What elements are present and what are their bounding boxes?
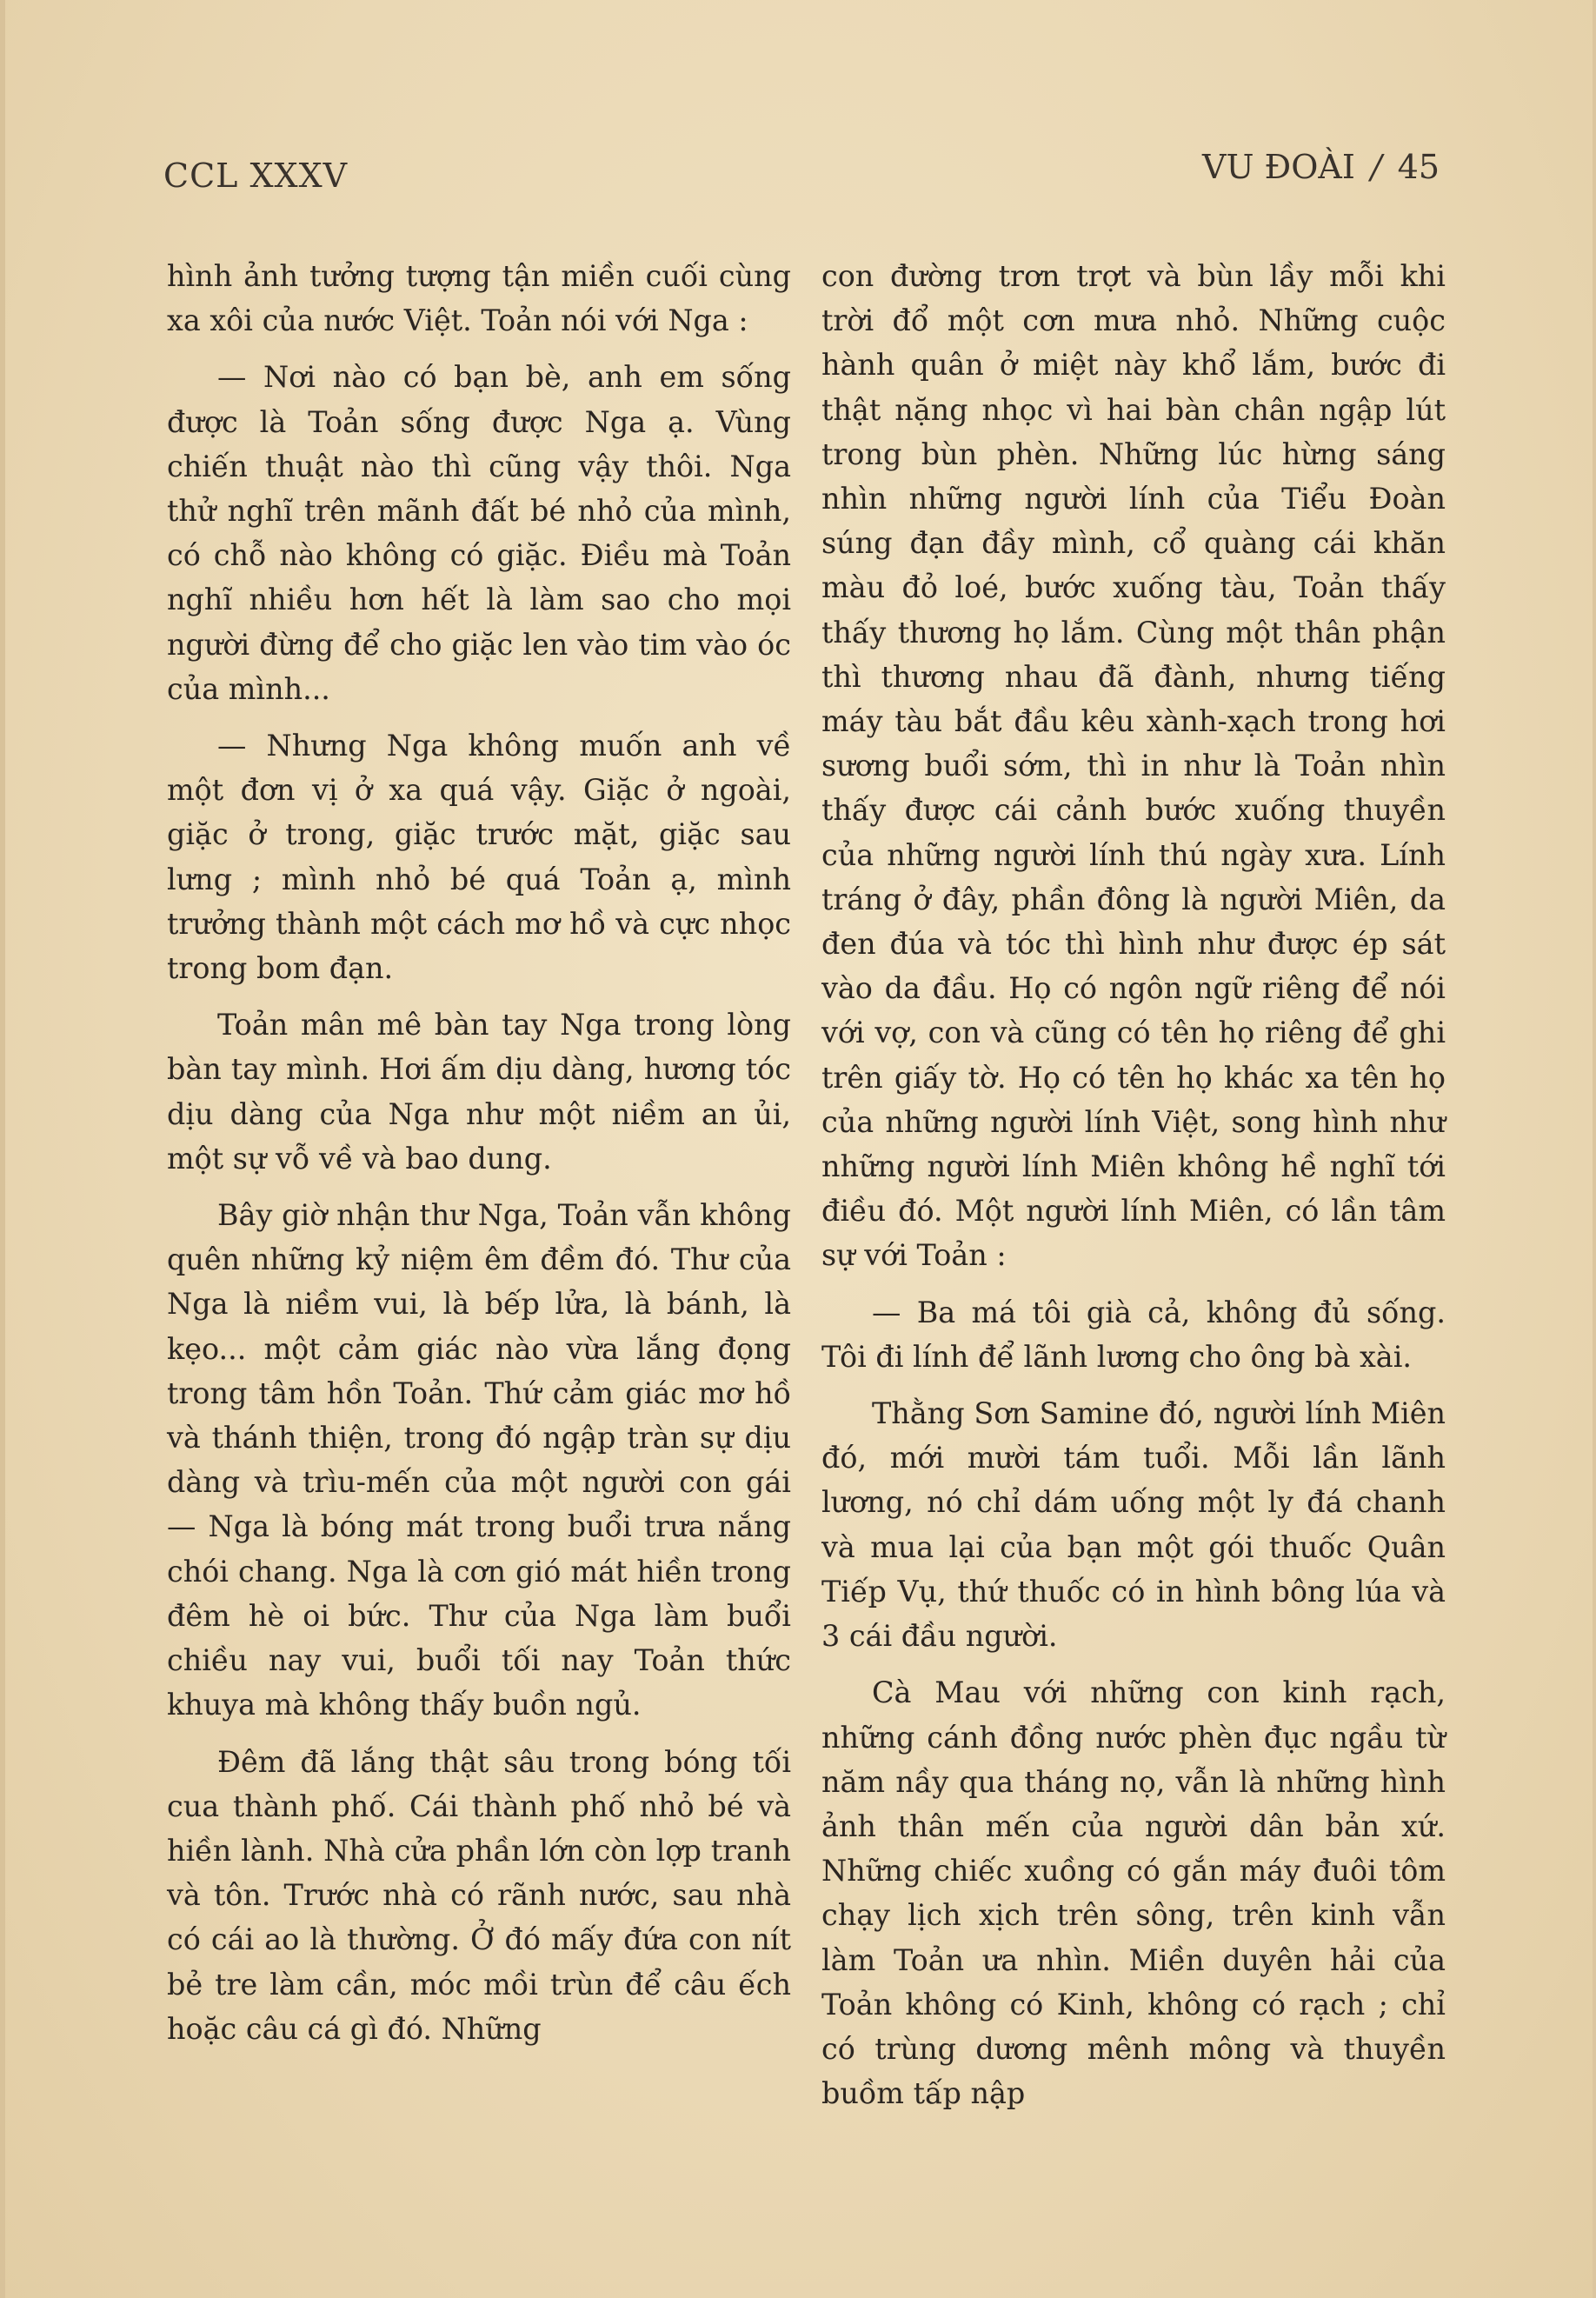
header-left: CCL XXXV — [163, 157, 349, 195]
paragraph: — Nơi nào có bạn bè, anh em sống được là Toản sống được Nga ạ. Vùng chiến thuật nào thì cũng vậy thôi. Nga thử nghĩ trên mãnh đất bé nhỏ của mình, có chỗ nào không có giặc. Điều mà Toản nghĩ nhiều hơn hết là làm sao cho mọi người đừng để cho giặc len vào tim vào óc của mình... — [167, 360, 791, 706]
page-number: 45 — [1397, 148, 1440, 186]
paragraph: — Nhưng Nga không muốn anh về một đơn vị ở xa quá vậy. Giặc ở ngoài, giặc ở trong, giặc trước mặt, giặc sau lưng ; mình nhỏ bé quá Toản ạ, mình trưởng thành một cách mơ hồ và cực nhọc trong bom đạn. — [167, 729, 791, 986]
paragraph: Toản mân mê bàn tay Nga trong lòng bàn tay mình. Hơi ấm dịu dàng, hương tóc dịu dàng của Nga như một niềm an ủi, một sự vỗ về và bao dung. — [167, 1008, 791, 1176]
paragraph: hình ảnh tưởng tượng tận miền cuối cùng xa xôi của nước Việt. Toản nói với Nga : — [167, 259, 791, 338]
paragraph: — Ba má tôi già cả, không đủ sống. Tôi đi lính để lãnh lương cho ông bà xài. — [821, 1295, 1446, 1374]
paragraph: Cà Mau với những con kinh rạch, những cánh đồng nước phèn đục ngầu từ năm nầy qua tháng nọ, vẫn là những hình ảnh thân mến của người dân bản xứ. Những chiếc xuồng có gắn máy đuôi tôm chạy lịch xịch trên sông, trên kinh vẫn làm Toản ưa nhìn. Miền duyên hải của Toản không có Kinh, không có rạch ; chỉ có trùng dương mênh mông và thuyền buồm tấp nập — [821, 1675, 1446, 2111]
paragraph: Thằng Sơn Samine đó, người lính Miên đó, mới mười tám tuổi. Mỗi lần lãnh lương, nó chỉ dám uống một ly đá chanh và mua lại của bạn một gói thuốc Quân Tiếp Vụ, thứ thuốc có in hình bông lúa và 3 cái đầu người. — [821, 1396, 1446, 1654]
right-column — [821, 254, 1446, 2128]
running-header — [1202, 148, 1440, 186]
header-separator: / — [1370, 148, 1382, 186]
paragraph: con đường trơn trợt và bùn lầy mỗi khi trời đổ một cơn mưa nhỏ. Những cuộc hành quân ở miệt này khổ lắm, bước đi thật nặng nhọc vì hai bàn chân ngập lút trong bùn phèn. Những lúc hừng sáng nhìn những người lính của Tiểu Đoàn súng đạn đầy mình, cổ quàng cái khăn màu đỏ loé, bước xuống tàu, Toản thấy thấy thương họ lắm. Cùng một thân phận thì thương nhau đã đành, nhưng tiếng máy tàu bắt đầu kêu xành-xạch trong hơi sương buổi sớm, thì in như là Toản nhìn thấy được cái cảnh bước xuống thuyền của những người lính thú ngày xưa. Lính tráng ở đây, phần đông là người Miên, da đen đúa và tóc thì hình như được ép sát vào da đầu. Họ có ngôn ngữ riêng để nói với vợ, con và cũng có tên họ riêng để ghi trên giấy tờ. Họ có tên họ khác xa tên họ của những người lính Việt, song hình như những người lính Miên không hề nghĩ tới điều đó. Một người lính Miên, có lần tâm sự với Toản : — [821, 259, 1446, 1273]
left-column — [167, 254, 791, 2063]
paragraph: Đêm đã lắng thật sâu trong bóng tối cua thành phố. Cái thành phố nhỏ bé và hiền lành. Nhà cửa phần lớn còn lợp tranh và tôn. Trước nhà có rãnh nước, sau nhà có cái ao là thường. Ở đó mấy đứa con nít bẻ tre làm cần, móc mồi trùn để câu ếch hoặc câu cá gì đó. Những — [167, 1744, 791, 2046]
section-title: VU ĐOÀI — [1202, 148, 1355, 186]
paragraph: Bây giờ nhận thư Nga, Toản vẫn không quên những kỷ niệm êm đềm đó. Thư của Nga là niềm vui, là bếp lửa, là bánh, là kẹo... một cảm giác nào vừa lắng đọng trong tâm hồn Toản. Thứ cảm giác mơ hồ và thánh thiện, trong đó ngập tràn sự dịu dàng và trìu-mến của một người con gái — Nga là bóng mát trong buổi trưa nắng chói chang. Nga là cơn gió mát hiền trong đêm hè oi bức. Thư của Nga làm buổi chiều nay vui, buổi tối nay Toản thức khuya mà không thấy buồn ngủ. — [167, 1198, 791, 1722]
